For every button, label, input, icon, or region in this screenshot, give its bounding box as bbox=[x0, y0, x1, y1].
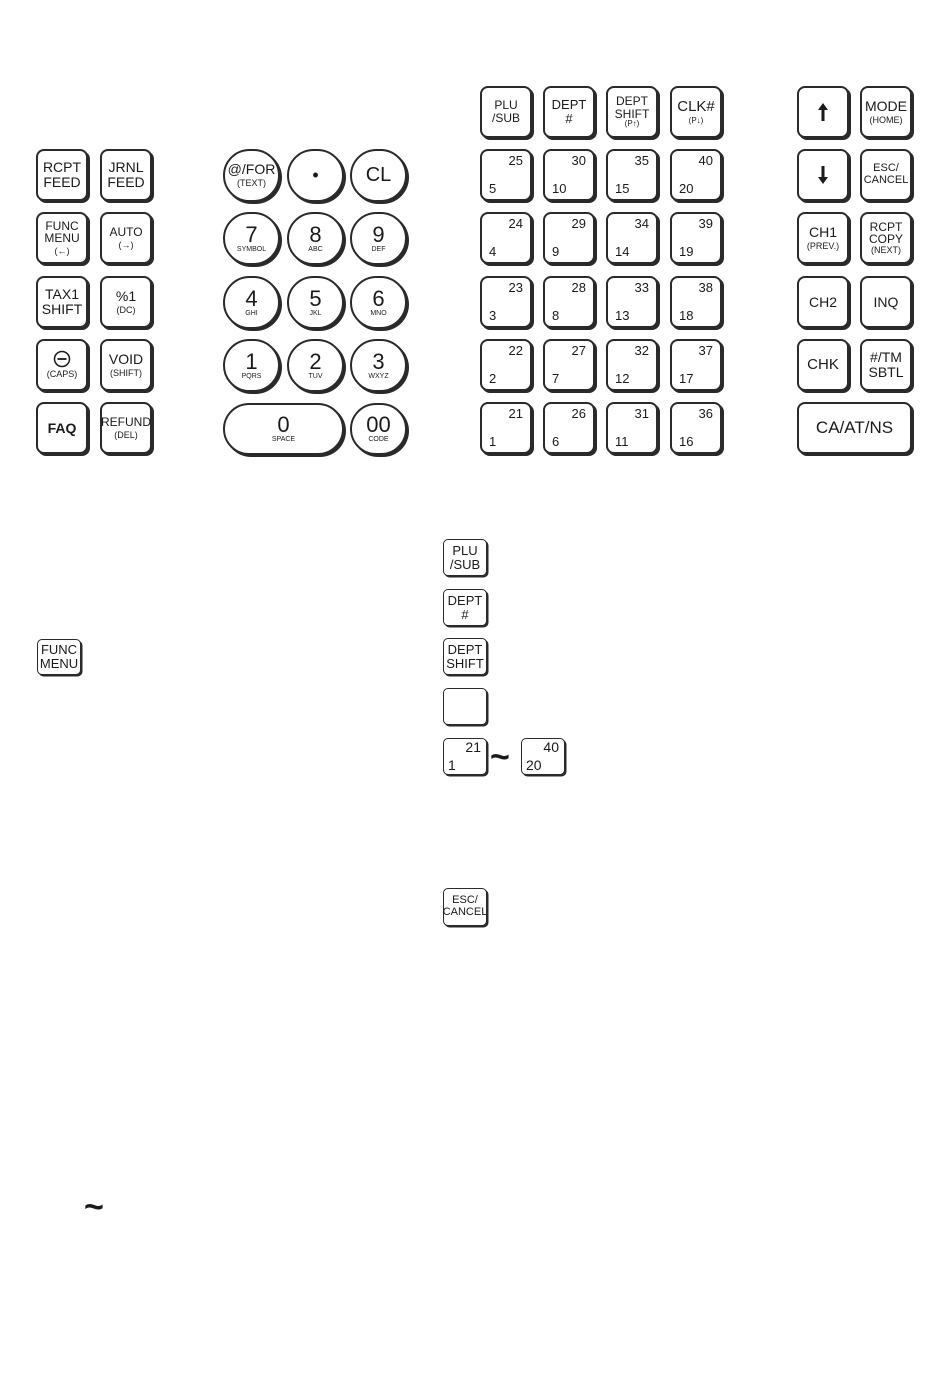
dept-key-13[interactable] bbox=[606, 276, 658, 328]
up-arrow-icon bbox=[816, 102, 830, 122]
key-label: MENU bbox=[44, 231, 80, 246]
digit-8-key[interactable] bbox=[287, 212, 344, 265]
key-sublabel: (SHIFT) bbox=[110, 367, 142, 378]
letters-label: GHI bbox=[245, 309, 258, 317]
digit-6-key[interactable] bbox=[350, 276, 407, 329]
key-sublabel: (TEXT) bbox=[237, 178, 266, 189]
key-sublabel: (DEL) bbox=[114, 429, 138, 440]
upper-dept-number: 40 bbox=[698, 153, 713, 168]
key-label: /SUB bbox=[449, 556, 481, 572]
key-label: MENU bbox=[39, 656, 79, 671]
func-menu-key[interactable] bbox=[36, 212, 88, 264]
at-for-key[interactable] bbox=[223, 149, 280, 202]
digit-0-key[interactable] bbox=[223, 403, 344, 455]
lower-dept-number: 15 bbox=[615, 181, 630, 197]
key-label: CANCEL bbox=[442, 906, 488, 918]
digit-3-key[interactable] bbox=[350, 339, 407, 392]
letters-label: WXYZ bbox=[368, 372, 389, 380]
upper-dept-number: 25 bbox=[508, 153, 523, 168]
left-arrow-label: (←) bbox=[54, 245, 70, 256]
key-sublabel: (DC) bbox=[116, 304, 136, 315]
minus-circle-icon bbox=[53, 350, 71, 368]
lower-dept-number: 18 bbox=[679, 308, 694, 324]
lower-dept-number: 7 bbox=[552, 371, 560, 387]
key-label: DEPT bbox=[615, 94, 648, 109]
dept-key-6[interactable] bbox=[543, 402, 595, 454]
digit-label: 1 bbox=[245, 348, 258, 374]
lower-dept-number: 4 bbox=[489, 244, 497, 260]
digit-label: 9 bbox=[372, 221, 385, 247]
key-label: JRNL bbox=[108, 159, 144, 176]
dept-key-18[interactable] bbox=[670, 276, 722, 328]
digit-9-key[interactable] bbox=[350, 212, 407, 265]
upper-dept-number: 38 bbox=[698, 280, 713, 295]
right-arrow-label: (→) bbox=[118, 239, 134, 250]
key-sublabel: (P↓) bbox=[688, 115, 704, 125]
lower-dept-number: 2 bbox=[489, 371, 497, 387]
lower-dept-number: 16 bbox=[679, 434, 694, 450]
upper-dept-number: 21 bbox=[508, 406, 523, 421]
lower-dept-number: 9 bbox=[552, 244, 560, 260]
lower-dept-number: 13 bbox=[615, 308, 630, 324]
legend-dept-key-start bbox=[443, 738, 487, 775]
key-label: FUNC bbox=[40, 642, 78, 658]
dept-key-10[interactable] bbox=[543, 149, 595, 201]
key-label: AUTO bbox=[109, 224, 143, 239]
percent1-key[interactable] bbox=[100, 276, 152, 328]
lower-dept-number: 1 bbox=[448, 757, 456, 774]
ch2-key[interactable] bbox=[797, 276, 849, 328]
key-label: CH2 bbox=[808, 293, 837, 310]
refund-key[interactable] bbox=[100, 402, 152, 454]
lower-dept-number: 11 bbox=[615, 434, 629, 450]
key-label: RCPT bbox=[42, 159, 82, 176]
code-label: CODE bbox=[368, 436, 389, 444]
key-label: REFUND bbox=[101, 414, 151, 429]
key-label: SHIFT bbox=[41, 301, 83, 317]
letters-label: SYMBOL bbox=[236, 245, 267, 253]
upper-dept-number: 33 bbox=[634, 280, 649, 295]
digit-label: 6 bbox=[372, 285, 385, 311]
key-label: CA/AT/NS bbox=[815, 418, 894, 438]
letters-label: ABC bbox=[308, 245, 323, 253]
lower-dept-number: 8 bbox=[552, 308, 560, 324]
key-label: # bbox=[565, 111, 573, 126]
faq-key[interactable] bbox=[36, 402, 88, 454]
dept-hash-key[interactable] bbox=[543, 86, 595, 138]
void-key[interactable] bbox=[100, 339, 152, 391]
upper-dept-number: 35 bbox=[634, 153, 649, 168]
key-label: TAX1 bbox=[45, 286, 79, 303]
space-label: SPACE bbox=[271, 436, 296, 444]
key-label: • bbox=[312, 165, 319, 186]
key-label: SHIFT bbox=[446, 655, 484, 671]
auto-key[interactable] bbox=[100, 212, 152, 264]
dept-key-9[interactable] bbox=[543, 212, 595, 264]
ch1-key[interactable] bbox=[797, 212, 849, 264]
dept-key-15[interactable] bbox=[606, 149, 658, 201]
decimal-point-key[interactable] bbox=[287, 149, 344, 202]
chk-key[interactable] bbox=[797, 339, 849, 391]
upper-dept-number: 32 bbox=[634, 343, 649, 358]
key-sublabel: (CAPS) bbox=[46, 369, 78, 380]
key-label: FAQ bbox=[47, 419, 77, 436]
key-label: %1 bbox=[115, 287, 137, 304]
key-label: ESC/ bbox=[873, 162, 899, 175]
digit-label: 00 bbox=[366, 412, 391, 438]
lower-dept-number: 17 bbox=[679, 371, 694, 387]
up-arrow-key[interactable] bbox=[797, 86, 849, 138]
double-zero-key[interactable] bbox=[350, 403, 407, 455]
upper-dept-number: 27 bbox=[571, 343, 586, 358]
ca-at-ns-key[interactable] bbox=[797, 402, 912, 454]
digit-4-key[interactable] bbox=[223, 276, 280, 329]
lower-dept-number: 6 bbox=[552, 434, 560, 450]
down-arrow-key[interactable] bbox=[797, 149, 849, 201]
rcpt-feed-key[interactable] bbox=[36, 149, 88, 201]
legend-func-menu-key bbox=[37, 639, 81, 675]
key-label: FUNC bbox=[45, 218, 79, 233]
dept-key-1[interactable] bbox=[480, 402, 532, 454]
dept-key-5[interactable] bbox=[480, 149, 532, 201]
tax1-shift-key[interactable] bbox=[36, 276, 88, 328]
clk-key[interactable] bbox=[670, 86, 722, 138]
digit-label: 8 bbox=[309, 221, 322, 247]
tm-sbtl-key[interactable] bbox=[860, 339, 912, 391]
letters-label: MNO bbox=[370, 309, 387, 317]
upper-dept-number: 34 bbox=[634, 216, 649, 231]
legend-plu-sub-key bbox=[443, 539, 487, 576]
key-label: COPY bbox=[868, 232, 903, 247]
lower-dept-number: 19 bbox=[679, 244, 694, 260]
esc-cancel-key[interactable] bbox=[860, 149, 912, 201]
digit-label: 7 bbox=[245, 221, 258, 247]
lower-dept-number: 10 bbox=[552, 181, 567, 197]
digit-1-key[interactable] bbox=[223, 339, 280, 392]
dept-key-11[interactable] bbox=[606, 402, 658, 454]
key-label: RCPT bbox=[869, 219, 903, 234]
key-sublabel: (NEXT) bbox=[871, 244, 901, 255]
rcpt-copy-key[interactable] bbox=[860, 212, 912, 264]
lower-dept-number: 5 bbox=[489, 181, 497, 197]
key-label: ESC/ bbox=[452, 894, 478, 907]
letters-label: JKL bbox=[309, 309, 322, 317]
key-label: CH1 bbox=[808, 223, 837, 240]
digit-label: 0 bbox=[277, 412, 290, 438]
dept-key-2[interactable] bbox=[480, 339, 532, 391]
dept-shift-key[interactable] bbox=[606, 86, 658, 138]
dept-key-4[interactable] bbox=[480, 212, 532, 264]
letters-label: PQRS bbox=[241, 372, 262, 380]
down-arrow-icon bbox=[816, 165, 830, 185]
inq-key[interactable] bbox=[860, 276, 912, 328]
digit-2-key[interactable] bbox=[287, 339, 344, 392]
mode-key[interactable] bbox=[860, 86, 912, 138]
key-label: @/FOR bbox=[227, 161, 276, 178]
upper-dept-number: 24 bbox=[508, 216, 523, 231]
key-label: VOID bbox=[108, 350, 144, 367]
key-label: MODE bbox=[865, 97, 907, 114]
letters-label: DEF bbox=[371, 245, 386, 253]
key-sublabel: (HOME) bbox=[869, 114, 903, 125]
key-label: SBTL bbox=[868, 364, 904, 380]
range-tilde-standalone: ~ bbox=[84, 1188, 104, 1226]
key-label: FEED bbox=[107, 174, 145, 190]
minus-key[interactable] bbox=[36, 339, 88, 391]
key-label: CHK bbox=[807, 356, 839, 374]
key-label: CL bbox=[365, 164, 392, 186]
upper-dept-number: 30 bbox=[571, 153, 586, 168]
legend-dept-key-end bbox=[521, 738, 565, 775]
legend-dept-hash-key bbox=[443, 589, 487, 626]
legend-blank-key bbox=[443, 688, 487, 725]
key-sublabel: (P↑) bbox=[624, 119, 640, 129]
jrnl-feed-key[interactable] bbox=[100, 149, 152, 201]
key-label: FEED bbox=[43, 174, 81, 190]
dept-key-17[interactable] bbox=[670, 339, 722, 391]
lower-dept-number: 20 bbox=[526, 757, 542, 774]
upper-dept-number: 26 bbox=[571, 406, 586, 421]
key-label: PLU bbox=[494, 98, 518, 113]
upper-dept-number: 28 bbox=[571, 280, 586, 295]
key-sublabel: (PREV.) bbox=[806, 240, 840, 251]
upper-dept-number: 22 bbox=[508, 343, 523, 358]
key-label: PLU bbox=[452, 542, 478, 558]
clear-key[interactable] bbox=[350, 149, 407, 202]
key-label: #/TM bbox=[870, 349, 902, 366]
upper-dept-number: 36 bbox=[698, 406, 713, 421]
key-label: DEPT bbox=[447, 641, 483, 657]
key-label: /SUB bbox=[491, 111, 520, 125]
digit-label: 4 bbox=[245, 285, 258, 311]
key-label: CANCEL bbox=[863, 174, 909, 186]
upper-dept-number: 29 bbox=[571, 216, 586, 231]
lower-dept-number: 14 bbox=[615, 244, 630, 260]
upper-dept-number: 31 bbox=[634, 406, 649, 421]
dept-key-3[interactable] bbox=[480, 276, 532, 328]
dept-key-14[interactable] bbox=[606, 212, 658, 264]
lower-dept-number: 1 bbox=[489, 434, 497, 450]
dept-key-19[interactable] bbox=[670, 212, 722, 264]
key-label: DEPT bbox=[447, 592, 483, 608]
range-tilde: ~ bbox=[490, 738, 510, 776]
key-label: SHIFT bbox=[614, 106, 650, 121]
dept-key-20[interactable] bbox=[670, 149, 722, 201]
digit-5-key[interactable] bbox=[287, 276, 344, 329]
digit-7-key[interactable] bbox=[223, 212, 280, 265]
plu-sub-key[interactable] bbox=[480, 86, 532, 138]
upper-dept-number: 37 bbox=[698, 343, 713, 358]
lower-dept-number: 3 bbox=[489, 308, 497, 324]
legend-esc-cancel-key bbox=[443, 888, 487, 926]
digit-label: 3 bbox=[372, 348, 385, 374]
upper-dept-number: 23 bbox=[508, 280, 523, 295]
key-label: DEPT bbox=[551, 97, 587, 113]
dept-key-16[interactable] bbox=[670, 402, 722, 454]
key-label: INQ bbox=[873, 293, 899, 310]
digit-label: 2 bbox=[309, 348, 322, 374]
dept-key-12[interactable] bbox=[606, 339, 658, 391]
letters-label: TUV bbox=[308, 372, 323, 380]
legend-dept-shift-key bbox=[443, 638, 487, 675]
upper-dept-number: 39 bbox=[698, 216, 713, 231]
lower-dept-number: 20 bbox=[679, 181, 694, 197]
upper-dept-number: 21 bbox=[465, 739, 481, 755]
key-label: # bbox=[461, 606, 469, 622]
upper-dept-number: 40 bbox=[543, 739, 559, 755]
dept-key-7[interactable] bbox=[543, 339, 595, 391]
digit-label: 5 bbox=[309, 285, 322, 311]
dept-key-8[interactable] bbox=[543, 276, 595, 328]
key-label: CLK# bbox=[677, 97, 715, 115]
lower-dept-number: 12 bbox=[615, 371, 630, 387]
